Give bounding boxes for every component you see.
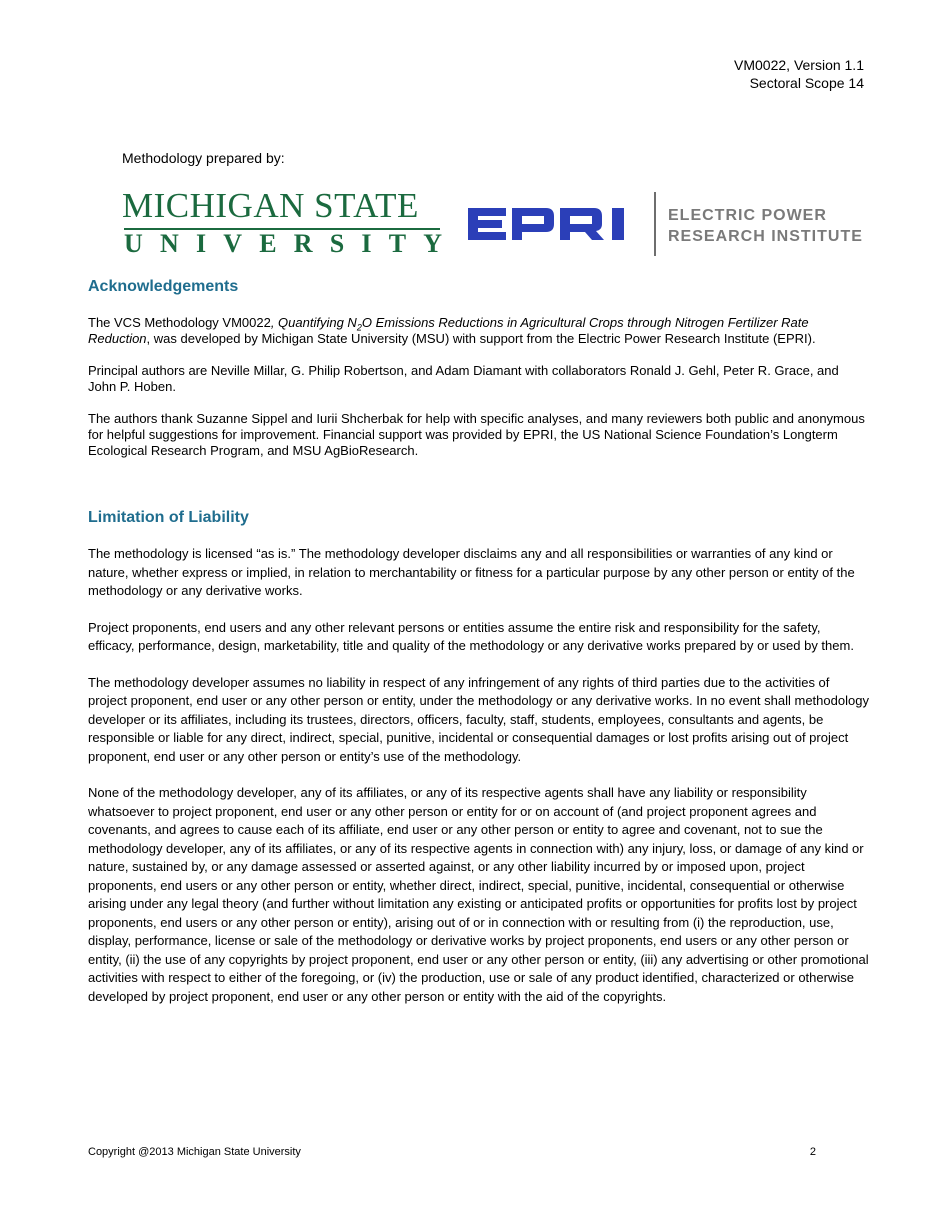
page-number: 2	[809, 1146, 816, 1158]
acknowledgements-heading: Acknowledgements	[88, 278, 239, 295]
liability-body	[88, 545, 869, 1024]
msu-logo-line2: U N I V E R S I T Y	[124, 229, 442, 258]
liability-heading: Limitation of Liability	[88, 509, 249, 526]
epri-divider	[654, 192, 656, 256]
liability-paragraph-3: The methodology developer assumes no liability in respect of any infringement of any rights of third parties due to the activities of project proponent, end user or any other person or entity, under the methodology or any derivative works. In no event shall methodology developer or its affiliates, including its trustees, directors, officers, faculty, staff, students, employees, consultants and agents, be responsible or liable for any direct, indirect, special, punitive, incidental or consequential damages or lost profits arising out of project proponent, end user or any other person or entity’s use of the methodology.	[88, 674, 869, 764]
msu-logo-line1: MICHIGAN STATE	[122, 186, 419, 225]
epri-logo	[466, 192, 866, 258]
acknowledgements-body	[88, 315, 868, 475]
epri-line2: RESEARCH INSTITUTE	[668, 228, 863, 245]
sectoral-scope: Sectoral Scope 14	[749, 75, 864, 91]
document-header	[734, 56, 864, 92]
acknowledgements-paragraph-1: The VCS Methodology VM0022, Quantifying $N_2O$ Emissions Reductions in Agricultural Crops through Nitrogen Fertilizer Rate Reduction, was developed by Michigan State University (MSU) with support from the Electric Power Research Institute (EPRI).	[88, 315, 816, 346]
liability-paragraph-2: Project proponents, end users and any other relevant persons or entities assume the entire risk and responsibility for the safety, efficacy, performance, design, marketability, title and quality of the methodology or any derivative works prepared by or used by them.	[88, 619, 854, 653]
copyright-notice: Copyright @2013 Michigan State University	[88, 1146, 301, 1158]
document-id: VM0022, Version 1.1	[734, 57, 864, 73]
liability-paragraph-4: None of the methodology developer, any of its affiliates, or any of its respective agents shall have any liability or responsibility whatsoever to project proponent, end user or any other person or entity for or on account of (and project proponent agrees and covenants, and agrees to cause each of its affiliate, end user or any other person or entity to agree and covenant, not to sue the methodology developer, any of its affiliates, or any of its respective agents in connection with) any injury, loss, or damage of any kind or nature, sustained by, or any damage assessed or asserted against, or any other liability incurred by or imposed upon, project proponents, end users or any other person or entity, whether direct, indirect, special, punitive, incidental, consequential or otherwise arising under any legal theory (and further without limitation any existing or anticipated profits or opportunities for profits lost by project proponents, end users or any other person or entity), arising out of or in connection with or resulting from (i) the reproduction, use, display, performance, license or sale of the methodology or derivative works by project proponents, end users or any other person or entity, (ii) the use of any copyrights by project proponent, end user or any other person or entity, (iii) any advertising or other promotional activities with respect to either of the foregoing, or (iv) the production, use or sale of any product identified, characterized or otherwise developed by project proponent, end user or any other person or entity with the aid of the copyrights.	[88, 785, 869, 1004]
liability-paragraph-1: The methodology is licensed “as is.” The methodology developer disclaims any and all responsibilities or warranties of any kind or nature, whether express or implied, in relation to merchantability or fitness for a particular purpose by any other person or entity of the methodology or any derivative works.	[88, 546, 855, 598]
epri-mark-icon	[466, 204, 640, 244]
acknowledgements-paragraph-3: The authors thank Suzanne Sippel and Iurii Shcherbak for help with specific analyses, and many reviewers both public and anonymous for helpful suggestions for improvement. Financial support was provided by EPRI, the US National Science Foundation’s Longterm Ecological Research Program, and MSU AgBioResearch.	[88, 411, 865, 458]
logos-row	[122, 186, 862, 262]
page-footer	[88, 1146, 816, 1158]
msu-logo	[122, 186, 442, 258]
acknowledgements-paragraph-2: Principal authors are Neville Millar, G. Philip Robertson, and Adam Diamant with collaborators Ronald J. Gehl, Peter R. Grace, and John P. Hoben.	[88, 363, 839, 394]
epri-line1: ELECTRIC POWER	[668, 207, 827, 224]
prepared-by-label: Methodology prepared by:	[122, 150, 285, 166]
epri-wordmark	[668, 205, 863, 247]
